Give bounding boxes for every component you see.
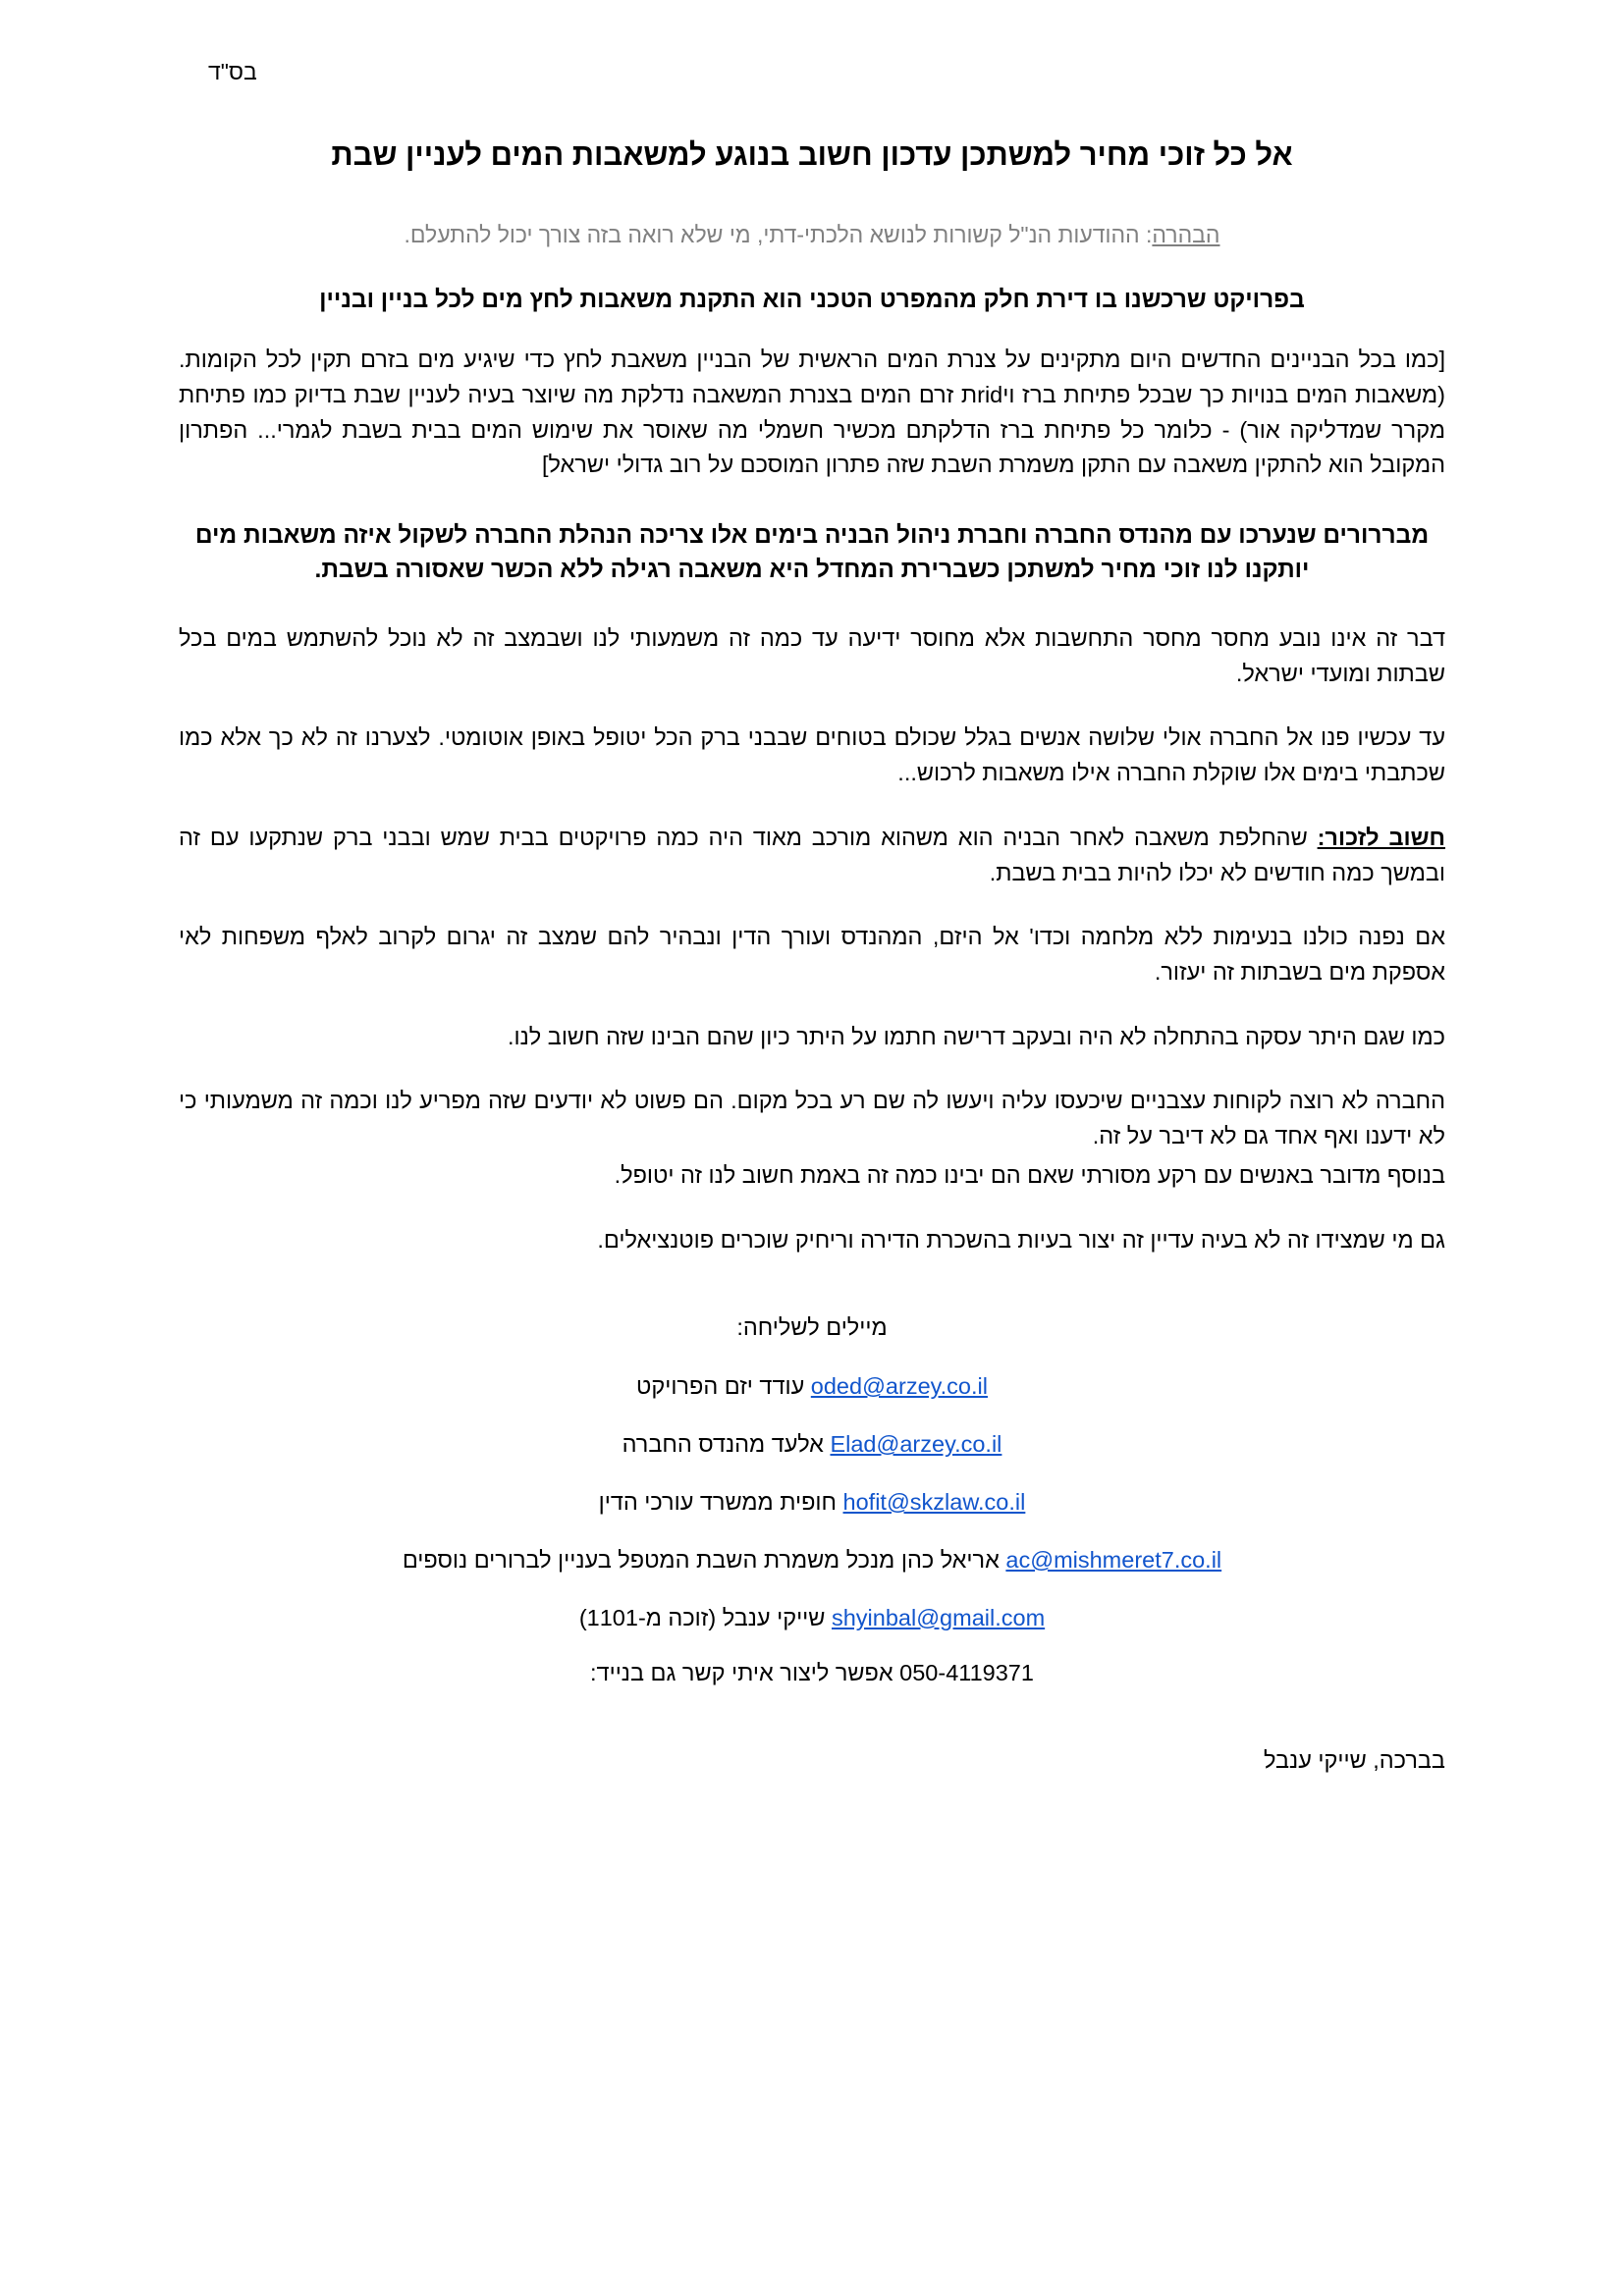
mail-heading: מיילים לשליחה: [736,1314,888,1341]
phone-number: 050-4119371 [899,1659,1034,1685]
contact-description-elad: אלעד מהנדס החברה [622,1431,824,1458]
phone-label: אפשר ליצור איתי קשר גם בנייד: [590,1659,893,1685]
important-paragraph [179,821,1445,890]
contact-row-4 [179,1544,1445,1576]
paragraph-1: דבר זה אינו נובע מחסר מחסר התחשבות אלא מחוסר ידיעה עד כמה זה משמעותי לנו ושבמצב זה לא נוכל להשתמש במים בכל שבתות ומועדי ישראל. [179,625,1445,686]
page-title: אל כל זוכי מחיר למשתכן עדכון חשוב בנוגע למשאבות המים לעניין שבת [331,137,1293,172]
email-link-shyinbal[interactable]: shyinbal@gmail.com [831,1604,1046,1630]
email-link-elad[interactable]: Elad@arzey.co.il [830,1431,1002,1458]
paragraph-4: כמו שגם היתר עסקה בהתחלה לא היה ובעקב דרישה חתמו על היתר כיון שהם הבינו שזה חשוב לנו. [508,1023,1445,1049]
important-label: חשוב לזכור: [1317,824,1445,850]
bold-warning-block: מבררורים שנערכו עם מהנדס החברה וחברת ניהול הבניה בימים אלו צריכה הנהלת החברה לשקול איזה משאבות מים יותקנו לנו זוכי מחיר למשתכן כשברירת המחדל היא משאבה רגילה ללא הכשר שאסורה בשבת. [194,521,1430,584]
paragraph-5: החברה לא רוצה לקוחות עצבניים שיכעסו עליה ויעשו לה שם רע בכל מקום. הם פשוט לא יודעים שזה מפריע לנו וכמה זה משמעותי כי לא ידענו ואף אחד גם לא דיבר על זה. [179,1088,1445,1149]
clarification-label: הבהרה [1152,221,1220,247]
contact-description-oded: עודד יזם הפרויקט [636,1373,805,1400]
paragraph-3: אם נפנה כולנו בנעימות ללא מלחמה וכדו' אל היזם, המהנדס ועורך הדין ונבהיר להם שמצב זה יגרום לקרוב לאלף משפחות לאי אספקת מים בשבתות זה יעזור. [179,924,1445,986]
clarification-note [179,220,1445,250]
email-link-oded[interactable]: oded@arzey.co.il [810,1373,988,1400]
contact-description-ariel: אריאל כהן מנכל משמרת השבת המטפל בעניין לברורים נוספים [402,1547,1000,1574]
paragraph-5b: בנוסף מדובר באנשים עם רקע מסורתי שאם הם יבינו כמה זה באמת חשוב לנו זה יטופל. [614,1161,1445,1188]
paragraph-2: עד עכשיו פנו אל החברה אולי שלושה אנשים בגלל שכולם בטוחים שבבני ברק הכל יטופל באופן אוטומטי. לצערנו זה לא כך אלא כמו שכתבתי בימים אלו שוקלת החברה אילו משאבות לרכוש... [179,724,1445,786]
signature: בברכה, שייקי ענבל [1264,1746,1445,1773]
contact-row-1 [179,1370,1445,1403]
contact-row-2 [179,1428,1445,1461]
clarification-text: : ההודעות הנ"ל קשורות לנושא הלכתי-דתי, מי שלא רואה בזה צורך יכול להתעלם. [404,221,1153,247]
contact-description-hofit: חופית ממשרד עורכי הדין [598,1489,837,1516]
paragraph-6: גם מי שמצידו זה לא בעיה עדיין זה יצור בעיות בהשכרת הדירה וריחיק שוכרים פוטנציאלים. [597,1226,1445,1253]
contact-row-3 [179,1486,1445,1519]
document-content [179,59,1445,1774]
important-text: שהחלפת משאבה לאחר הבניה הוא משהוא מורכב מאוד היה כמה פרויקטים בבית שמש ובבני ברק שנתקעו עם זה ובמשך כמה חודשים לא יכלו להיות בבית בשבת. [179,824,1445,885]
header-mark: בס"ד [208,59,257,84]
phone-row [179,1660,1445,1686]
lead-statement: בפרויקט שרכשנו בו דירת חלק מהמפרט הטכני הוא התקנת משאבות לחץ מים לכל בניין ובניין [319,286,1305,313]
bracket-explanation: [כמו בכל הבניינים החדשים היום מתקינים על צנרת המים הראשית של הבניין משאבת לחץ כדי שיגיע מים בזרם תקין לכל הקומות. (משאבות המים בנויות כך שבכל פתיחת ברז ויridת זרם המים בצנרת המשאבה נדלקת מה שיוצר בעיה לעניין שבת בדיוק כמו פתיחת מקרר שמדליקה אור) - כלומר כל פתיחת ברז הדלקתם מכשיר חשמלי מה שאוסר את שימוש המים בבית בשבת לגמרי... הפתרון המקובל הוא להתקין משאבה עם התקן משמרת השבת שזה פתרון המוסכם על רוב גדולי ישראל] [179,347,1445,478]
contact-row-5 [179,1602,1445,1634]
email-link-ariel[interactable]: ac@mishmeret7.co.il [1005,1547,1222,1574]
contact-description-shyinbal: שייקי ענבל (זוכה מ-1101) [578,1604,826,1630]
email-link-hofit[interactable]: hofit@skzlaw.co.il [842,1489,1026,1516]
